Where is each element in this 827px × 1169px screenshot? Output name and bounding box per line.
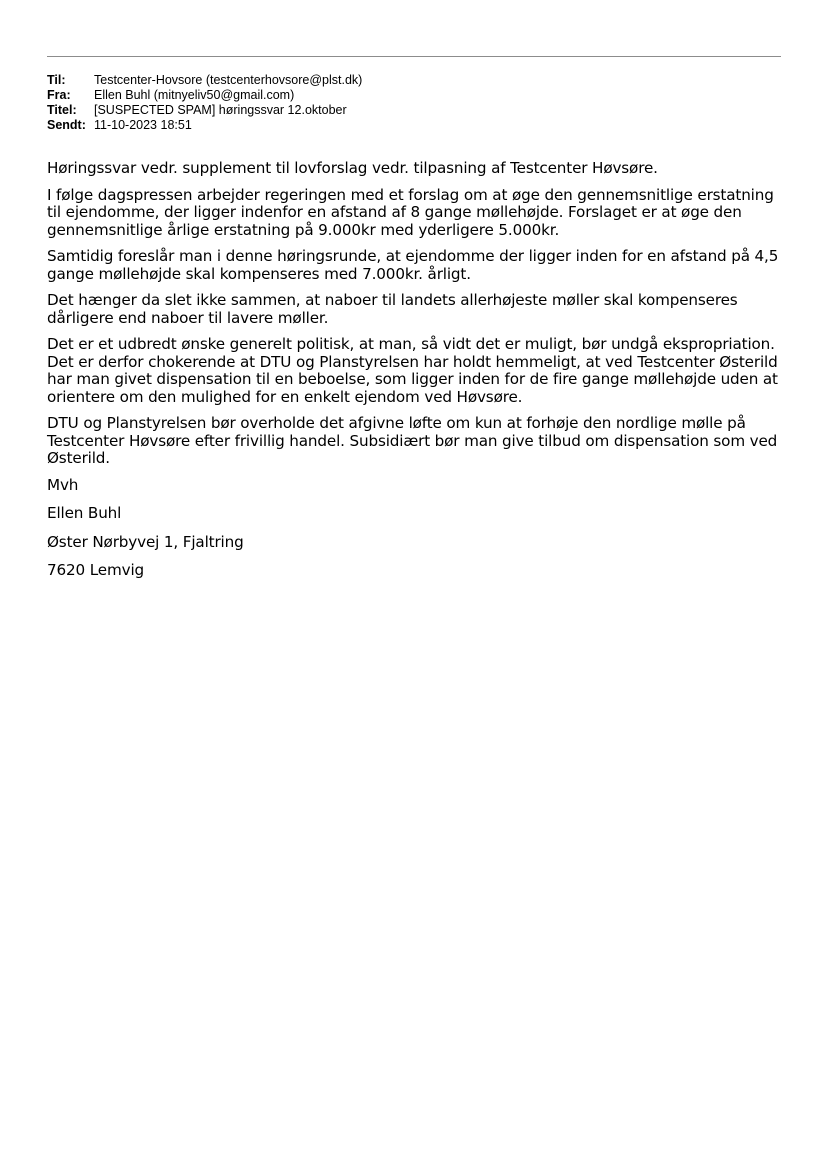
from-label: Fra: (47, 88, 71, 102)
from-row (47, 88, 767, 103)
body-paragraph: I følge dagspressen arbejder regeringen med et forslag om at øge den gennemsnitlige erstatning til ejendomme, der ligger indenfor en afstand af 8 gange møllehøjde. Forslaget er at øge den gennemsnitlige årlige erstatning på 9.000kr med yderligere 5.000kr. (47, 185, 774, 239)
to-value: Testcenter-Hovsore (testcenterhovsore@plst.dk) (94, 73, 363, 87)
email-body (47, 160, 782, 591)
header-divider (47, 56, 781, 57)
sent-value: 11-10-2023 18:51 (94, 118, 192, 132)
body-paragraph: Samtidig foreslår man i denne høringsrunde, at ejendomme der ligger inden for en afstand på 4,5 gange møllehøjde skal kompenseres med 7.000kr. årligt. (47, 247, 779, 283)
address-street: Øster Nørbyvej 1, Fjaltring (47, 532, 244, 551)
body-paragraph: Det hænger da slet ikke sammen, at naboer til landets allerhøjeste møller skal kompenseres dårligere end naboer til lavere møller. (47, 291, 738, 327)
subject-value: [SUSPECTED SPAM] høringssvar 12.oktober (94, 103, 347, 117)
email-header (47, 73, 767, 133)
from-value: Ellen Buhl (mitnyeliv50@gmail.com) (94, 88, 295, 102)
body-paragraph: DTU og Planstyrelsen bør overholde det afgivne løfte om kun at forhøje den nordlige mølle på Testcenter Høvsøre efter frivillig handel. Subsidiært bør man give tilbud om dispensation som ved Østerild. (47, 414, 778, 467)
to-row (47, 73, 767, 88)
body-paragraph: Det er et udbredt ønske generelt politisk, at man, så vidt det er muligt, bør undgå ekspropriation. Det er derfor chokerende at DTU og Planstyrelsen har holdt hemmeligt, at ved Testcenter Østerild har man givet dispensation til en beboelse, som ligger inden for de fire gange møllehøjde uden at orientere om den mulighed for en enkelt ejendom ved Høvsøre. (47, 335, 778, 406)
sent-label: Sendt: (47, 118, 86, 132)
address-city: 7620 Lemvig (47, 561, 145, 579)
signature-name: Ellen Buhl (47, 504, 122, 522)
subject-label: Titel: (47, 103, 77, 117)
to-label: Til: (47, 73, 66, 87)
body-paragraph-heading: Høringssvar vedr. supplement til lovforslag vedr. tilpasning af Testcenter Høvsøre. (47, 159, 658, 177)
sent-row (47, 118, 767, 133)
subject-row (47, 103, 767, 118)
closing-text: Mvh (47, 475, 79, 494)
